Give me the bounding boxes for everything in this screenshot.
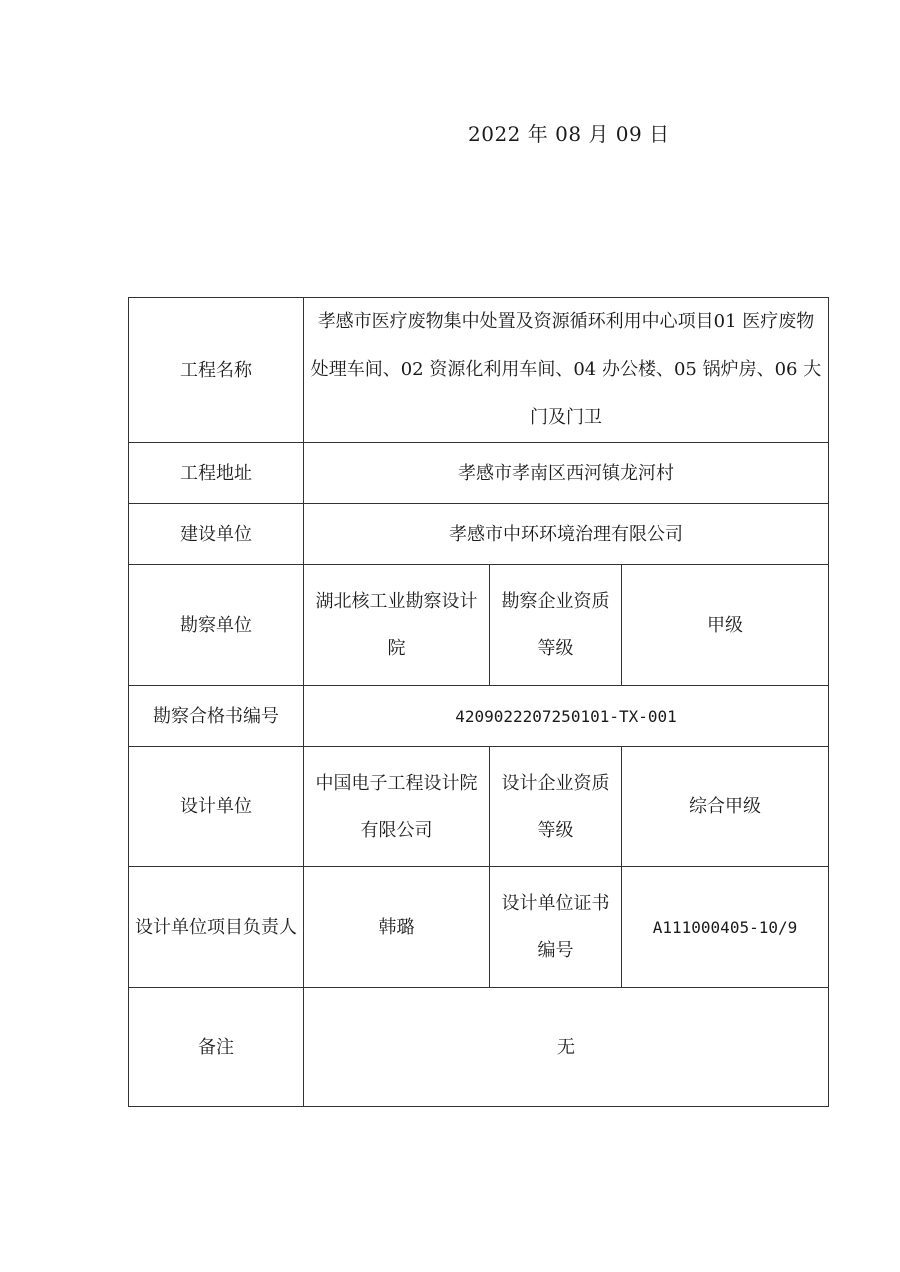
remarks-value: 无 — [304, 988, 829, 1107]
row-survey-cert — [129, 686, 829, 747]
document-date: 2022 年 08 月 09 日 — [468, 122, 670, 146]
design-qualification-label: 设计企业资质等级 — [490, 747, 622, 867]
project-address-label: 工程地址 — [129, 443, 304, 504]
row-design-leader — [129, 867, 829, 988]
row-project-name — [129, 298, 829, 443]
remarks-label: 备注 — [129, 988, 304, 1107]
design-leader-value: 韩璐 — [304, 867, 490, 988]
project-address-value: 孝感市孝南区西河镇龙河村 — [304, 443, 829, 504]
row-construction-unit — [129, 504, 829, 565]
design-cert-label: 设计单位证书编号 — [490, 867, 622, 988]
design-unit-value: 中国电子工程设计院有限公司 — [304, 747, 490, 867]
row-survey-unit — [129, 565, 829, 686]
construction-unit-value: 孝感市中环环境治理有限公司 — [304, 504, 829, 565]
project-name-label: 工程名称 — [129, 298, 304, 443]
survey-qualification-value: 甲级 — [622, 565, 829, 686]
project-name-value: 孝感市医疗废物集中处置及资源循环利用中心项目01 医疗废物处理车间、02 资源化利用车间、04 办公楼、05 锅炉房、06 大门及门卫 — [304, 298, 829, 443]
survey-cert-value: 4209022207250101-TX-001 — [304, 686, 829, 747]
survey-unit-value: 湖北核工业勘察设计院 — [304, 565, 490, 686]
design-unit-label: 设计单位 — [129, 747, 304, 867]
project-info-table — [128, 297, 829, 1107]
survey-qualification-label: 勘察企业资质等级 — [490, 565, 622, 686]
survey-cert-label: 勘察合格书编号 — [129, 686, 304, 747]
row-design-unit — [129, 747, 829, 867]
row-remarks — [129, 988, 829, 1107]
row-project-address — [129, 443, 829, 504]
design-cert-value: A111000405-10/9 — [622, 867, 829, 988]
design-qualification-value: 综合甲级 — [622, 747, 829, 867]
construction-unit-label: 建设单位 — [129, 504, 304, 565]
survey-unit-label: 勘察单位 — [129, 565, 304, 686]
design-leader-label: 设计单位项目负责人 — [129, 867, 304, 988]
